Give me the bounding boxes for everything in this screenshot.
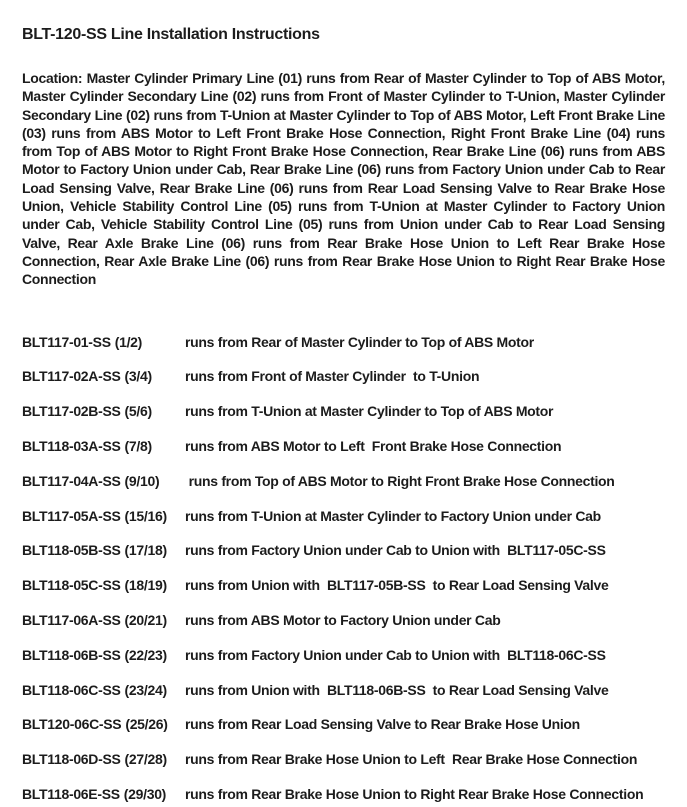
part-number: BLT120-06C-SS xyxy=(22,716,122,733)
line-label xyxy=(22,750,185,768)
pair-count: (25/26) xyxy=(125,716,168,733)
line-label xyxy=(22,576,185,594)
line-label xyxy=(22,611,185,629)
line-description: runs from Factory Union under Cab to Union with BLT117-05C-SS xyxy=(185,542,606,559)
line-description: runs from Factory Union under Cab to Union with BLT118-06C-SS xyxy=(185,646,606,663)
line-label xyxy=(22,681,185,699)
line-row xyxy=(22,715,665,733)
line-row xyxy=(22,333,665,351)
part-number: BLT118-05C-SS xyxy=(22,577,121,594)
part-number: BLT118-06E-SS xyxy=(22,785,120,802)
line-description: runs from Top of ABS Motor to Right Front Brake Hose Connection xyxy=(185,472,615,489)
line-label xyxy=(22,646,185,664)
line-description: runs from Union with BLT118-06B-SS to Rear Load Sensing Valve xyxy=(185,681,609,698)
pair-count: (27/28) xyxy=(124,751,167,768)
line-row xyxy=(22,750,665,768)
line-row xyxy=(22,402,665,420)
pair-count: (18/19) xyxy=(124,577,167,594)
pair-count: (20/21) xyxy=(124,611,167,628)
line-description: runs from Rear Brake Hose Union to Left Rear Brake Hose Connection xyxy=(185,751,638,768)
line-row xyxy=(22,611,665,629)
part-number: BLT117-04A-SS xyxy=(22,472,121,489)
line-label xyxy=(22,507,185,525)
part-number: BLT118-03A-SS xyxy=(22,437,121,454)
pair-count: (5/6) xyxy=(124,403,152,420)
line-label xyxy=(22,333,185,351)
line-row xyxy=(22,681,665,699)
part-number: BLT118-06C-SS xyxy=(22,681,121,698)
line-row xyxy=(22,472,665,490)
line-label xyxy=(22,402,185,420)
pair-count: (15/16) xyxy=(124,507,167,524)
line-list xyxy=(22,333,665,804)
part-number: BLT117-06A-SS xyxy=(22,611,121,628)
part-number: BLT118-05B-SS xyxy=(22,542,121,559)
part-number: BLT117-02B-SS xyxy=(22,403,121,420)
pair-count: (29/30) xyxy=(123,785,167,802)
line-description: runs from Rear of Master Cylinder to Top of ABS Motor xyxy=(185,333,534,350)
line-label xyxy=(22,437,185,455)
location-paragraph: Location: Master Cylinder Primary Line (01) runs from Rear of Master Cylinder to Top of ABS Motor, Master Cylinder Secondary Line (02) runs from Front of Master Cylinder to T-Union, Master Cylinder Secondary Line (02) runs from T-Union at Master Cylinder to Top of ABS Motor, Left Front Brake Line (03) runs from ABS Motor to Left Front Brake Hose Connection, Right Front Brake Line (04) runs from Top of ABS Motor to Right Front Brake Hose Connection, Rear Brake Line (06) runs from ABS Motor to Factory Union under Cab, Rear Brake Line (06) runs from Factory Union under Cab to Rear Load Sensing Valve, Rear Brake Line (06) runs from Rear Load Sensing Valve to Rear Brake Hose Union, Vehicle Stability Control Line (05) runs from T-Union at Master Cylinder to Factory Union under Cab, Vehicle Stability Control Line (05) runs from Union under Cab to Rear Load Sensing Valve, Rear Axle Brake Line (06) runs from Rear Brake Hose Union to Left Rear Brake Hose Connection, Rear Axle Brake Line (06) runs from Rear Brake Hose Union to Right Rear Brake Hose Connection xyxy=(22,70,665,288)
line-description: runs from Rear Brake Hose Union to Right Rear Brake Hose Connection xyxy=(185,785,644,802)
pair-count: (22/23) xyxy=(124,646,167,663)
part-number: BLT117-01-SS xyxy=(22,333,111,350)
part-number: BLT118-06D-SS xyxy=(22,751,121,768)
line-label xyxy=(22,472,185,490)
pair-count: (3/4) xyxy=(124,368,152,385)
line-row xyxy=(22,576,665,594)
line-row xyxy=(22,541,665,559)
line-description: runs from Union with BLT117-05B-SS to Rear Load Sensing Valve xyxy=(185,577,609,594)
line-description: runs from T-Union at Master Cylinder to Factory Union under Cab xyxy=(185,507,601,524)
pair-count: (9/10) xyxy=(124,472,160,489)
pair-count: (17/18) xyxy=(124,542,167,559)
pair-count: (1/2) xyxy=(114,333,143,350)
part-number: BLT117-02A-SS xyxy=(22,368,121,385)
pair-count: (23/24) xyxy=(124,681,167,698)
line-label xyxy=(22,715,185,733)
line-label xyxy=(22,541,185,559)
line-row xyxy=(22,785,665,803)
line-description: runs from T-Union at Master Cylinder to Top of ABS Motor xyxy=(185,403,554,420)
line-description: runs from ABS Motor to Left Front Brake Hose Connection xyxy=(185,437,562,454)
line-label xyxy=(22,785,185,803)
line-row xyxy=(22,507,665,525)
line-description: runs from Rear Load Sensing Valve to Rear Brake Hose Union xyxy=(185,716,580,733)
line-label xyxy=(22,367,185,385)
line-description: runs from Front of Master Cylinder to T-Union xyxy=(185,368,480,385)
line-row xyxy=(22,367,665,385)
part-number: BLT117-05A-SS xyxy=(22,507,121,524)
pair-count: (7/8) xyxy=(124,437,152,454)
line-row xyxy=(22,646,665,664)
document-title: BLT-120-SS Line Installation Instructions xyxy=(22,26,320,43)
line-row xyxy=(22,437,665,455)
line-description: runs from ABS Motor to Factory Union under Cab xyxy=(185,611,501,628)
part-number: BLT118-06B-SS xyxy=(22,646,121,663)
